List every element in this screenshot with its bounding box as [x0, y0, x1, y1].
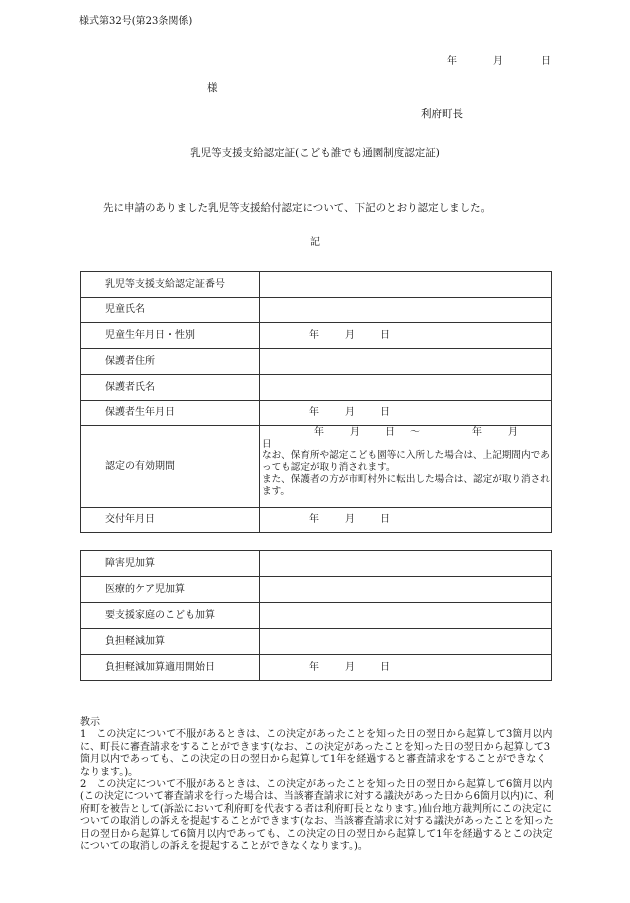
row-label: 負担軽減加算適用開始日 — [81, 655, 260, 681]
day-label: 日 — [380, 407, 390, 418]
range-separator: 〜 — [410, 427, 420, 438]
burden-reduction-start-date-cell — [260, 655, 552, 681]
table-row — [81, 603, 552, 629]
table-row — [81, 401, 552, 426]
child-name-cell — [260, 298, 552, 323]
row-label: 保護者氏名 — [81, 375, 260, 401]
medical-care-addition-cell — [260, 577, 552, 603]
form-number: 様式第32号(第23条関係) — [79, 16, 193, 27]
start-day-label: 日 — [385, 427, 395, 438]
notice-item-review-request: 1 この決定について不服があるときは、この決定があったことを知った日の翌日から起算して3箇月以内に、町長に審査請求をすることができます(なお、この決定があったことを知った日の翌日から起算して3箇月以内であっても、この決定の日の翌日から起算して1年を経過すると審査請求をすることができなくなります。)。 — [80, 729, 553, 778]
table-row — [81, 577, 552, 603]
table-row — [81, 655, 552, 681]
row-label: 要支援家庭のこども加算 — [81, 603, 260, 629]
table-row — [81, 298, 552, 323]
row-label: 医療的ケア児加算 — [81, 577, 260, 603]
month-label: 月 — [345, 661, 355, 673]
year-label: 年 — [309, 661, 319, 673]
addition-table — [80, 550, 552, 681]
row-label: 負担軽減加算 — [81, 629, 260, 655]
notice-item-lawsuit: 2 この決定について不服があるときは、この決定があったことを知った日の翌日から起算して6箇月以内(この決定について審査請求を行った場合は、当該審査請求に対する議決があった日から6箇月以内)に、利府町を被告として(訴訟において利府町を代表する者は利府町長となります。)仙台地方裁判所にこの決定についての取消しの訴えを提起することができます(なお、当該審査請求に対する議決があったことを知った日の翌日から起算して6箇月以内であっても、この決定の日の翌日から起算して1年を経過するとこの決定についての取消しの訴えを提起することができなくなります。)。 — [80, 779, 554, 853]
notice-heading: 教示 — [80, 717, 100, 728]
start-month-label: 月 — [350, 427, 360, 438]
table-row — [81, 629, 552, 655]
day-label: 日 — [541, 56, 551, 67]
certificate-number-cell — [260, 272, 552, 298]
disability-addition-cell — [260, 551, 552, 577]
table-row — [81, 272, 552, 298]
appeal-notice — [80, 717, 554, 853]
table-row — [81, 323, 552, 349]
issuer: 利府町長 — [421, 108, 463, 120]
validity-range — [262, 427, 551, 439]
table-row — [81, 349, 552, 375]
guardian-address-cell — [260, 349, 552, 375]
start-year-label: 年 — [314, 427, 324, 438]
intro-text: 先に申請のありました乳児等支援給付認定について、下記のとおり認定しました。 — [103, 202, 492, 214]
burden-reduction-addition-cell — [260, 629, 552, 655]
validity-note-relocation: また、保護者の方が市町村外に転出した場合は、認定が取り消されます。 — [262, 474, 550, 497]
issue-date-cell — [260, 508, 552, 533]
year-label: 年 — [309, 329, 319, 341]
table-row — [81, 375, 552, 401]
day-label: 日 — [380, 329, 390, 341]
guardian-name-cell — [260, 375, 552, 401]
row-label: 保護者生年月日 — [81, 401, 260, 426]
document-title: 乳児等支援支給認定証(こども誰でも通園制度認定証) — [190, 147, 440, 159]
row-label: 乳児等支援支給認定証番号 — [81, 272, 260, 298]
support-family-addition-cell — [260, 603, 552, 629]
year-label: 年 — [309, 407, 319, 418]
table-row — [81, 426, 552, 508]
year-label: 年 — [447, 56, 457, 67]
end-month-label: 月 — [508, 427, 518, 438]
table-row — [81, 551, 552, 577]
end-day-label: 日 — [262, 439, 272, 450]
day-label: 日 — [380, 661, 390, 673]
end-year-label: 年 — [472, 427, 482, 438]
validity-note-admission: なお、保育所や認定こども園等に入所した場合は、上記期間内であっても認定が取り消されます。 — [262, 450, 550, 473]
row-label: 認定の有効期間 — [81, 426, 260, 508]
row-label: 児童氏名 — [81, 298, 260, 323]
row-label: 障害児加算 — [81, 551, 260, 577]
day-label: 日 — [380, 514, 390, 525]
month-label: 月 — [493, 56, 503, 67]
row-label: 保護者住所 — [81, 349, 260, 375]
guardian-birthdate-cell — [260, 401, 552, 426]
row-label: 交付年月日 — [81, 508, 260, 533]
validity-period-cell — [260, 426, 552, 508]
certification-table — [80, 271, 552, 533]
year-label: 年 — [309, 514, 319, 525]
row-label: 児童生年月日・性別 — [81, 323, 260, 349]
addressee: 様 — [207, 82, 218, 94]
ki-heading: 記 — [310, 237, 320, 248]
month-label: 月 — [345, 514, 355, 525]
table-row — [81, 508, 552, 533]
child-birthdate-cell — [260, 323, 552, 349]
month-label: 月 — [345, 329, 355, 341]
month-label: 月 — [345, 407, 355, 418]
